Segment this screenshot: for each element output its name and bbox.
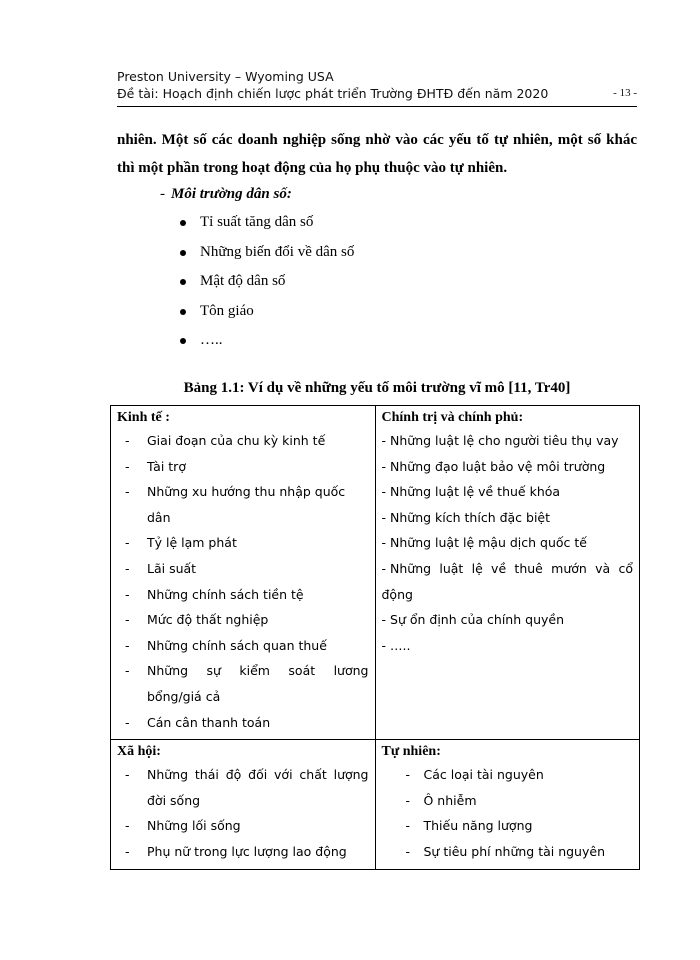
- page-number: - 13 -: [613, 87, 637, 99]
- list-item: - Những chính sách quan thuế: [125, 637, 327, 653]
- list-item: Mật độ dân số: [180, 267, 354, 297]
- list-item: - Những xu hướng thu nhập quốc dân: [125, 484, 346, 525]
- list-item: - Lãi suất: [125, 560, 197, 576]
- list-item: - Sự ổn định của chính quyền: [381, 612, 564, 628]
- society-cell: [111, 740, 376, 869]
- nature-list: [382, 762, 634, 864]
- society-title: Xã hội:: [117, 744, 161, 760]
- politics-cell: [375, 406, 640, 740]
- list-item: - Những đạo luật bảo vệ môi trường: [381, 458, 606, 474]
- economy-list: [117, 428, 369, 735]
- list-item: …..: [180, 326, 354, 356]
- economy-title: Kinh tế :: [117, 410, 170, 425]
- list-item: - Những luật lệ cho người tiêu thụ vay: [381, 433, 619, 448]
- table-caption: Bảng 1.1: Ví dụ về những yếu tố môi trường vĩ mô [11, Tr40]: [183, 380, 571, 396]
- politics-list: [382, 428, 634, 658]
- list-item: - Tài trợ: [125, 458, 186, 474]
- list-item: Những biến đổi về dân số: [180, 238, 354, 268]
- list-item: - Những chính sách tiền tệ: [125, 586, 304, 602]
- list-item: - Những kích thích đặc biệt: [381, 509, 551, 525]
- list-item: - Tỷ lệ lạm phát: [125, 535, 237, 551]
- population-bullet-list: [180, 208, 354, 356]
- society-list: [117, 762, 369, 864]
- list-item: - Các loại tài nguyên: [405, 767, 544, 783]
- macro-environment-table: [110, 405, 640, 870]
- section-title: Môi trường dân số:: [171, 186, 292, 202]
- list-item: - Cán cân thanh toán: [125, 714, 271, 730]
- list-item: - Những lối sống: [125, 818, 241, 834]
- header-university: Preston University – Wyoming USA: [117, 69, 334, 84]
- section-dash: -: [160, 186, 165, 202]
- header-topic-line: [117, 85, 637, 102]
- header-divider: [117, 106, 637, 107]
- header-topic: Đề tài: Hoạch định chiến lược phát triển Trường ĐHTĐ đến năm 2020: [117, 86, 549, 101]
- list-item: - Những sự kiểm soát lương bổng/giá cả: [125, 663, 369, 704]
- list-item: - Những luật lệ mậu dịch quốc tế: [381, 535, 587, 551]
- list-item: - Giai đoạn của chu kỳ kinh tế: [125, 433, 326, 448]
- section-heading: [160, 180, 292, 208]
- page-header: [117, 68, 637, 102]
- list-item: - Những luật lệ về thuế khóa: [381, 484, 561, 500]
- list-item: Tôn giáo: [180, 297, 354, 327]
- list-item: - Ô nhiễm: [405, 792, 477, 808]
- list-item: Tỉ suất tăng dân số: [180, 208, 354, 238]
- list-item: - Thiếu năng lượng: [405, 818, 533, 834]
- list-item: - Mức độ thất nghiệp: [125, 612, 269, 628]
- nature-cell: [375, 740, 640, 869]
- list-item: - Những thái độ đối với chất lượng đời sống: [125, 767, 369, 808]
- table-row: [111, 740, 640, 869]
- list-item: - Những luật lệ về thuê mướn và cổ động: [381, 560, 633, 602]
- list-item: - Phụ nữ trong lực lượng lao động: [125, 843, 347, 859]
- politics-title: Chính trị và chính phủ:: [381, 410, 524, 425]
- body-paragraph: nhiên. Một số các doanh nghiệp sống nhờ vào các yếu tố tự nhiên, một số khác thì một phần trong hoạt động của họ phụ thuộc vào tự nhiên.: [117, 132, 637, 176]
- table-row: [111, 406, 640, 740]
- nature-title: Tự nhiên:: [381, 744, 441, 760]
- economy-cell: [111, 406, 376, 740]
- list-item: - …..: [381, 637, 411, 653]
- list-item: - Sự tiêu phí những tài nguyên: [405, 843, 605, 859]
